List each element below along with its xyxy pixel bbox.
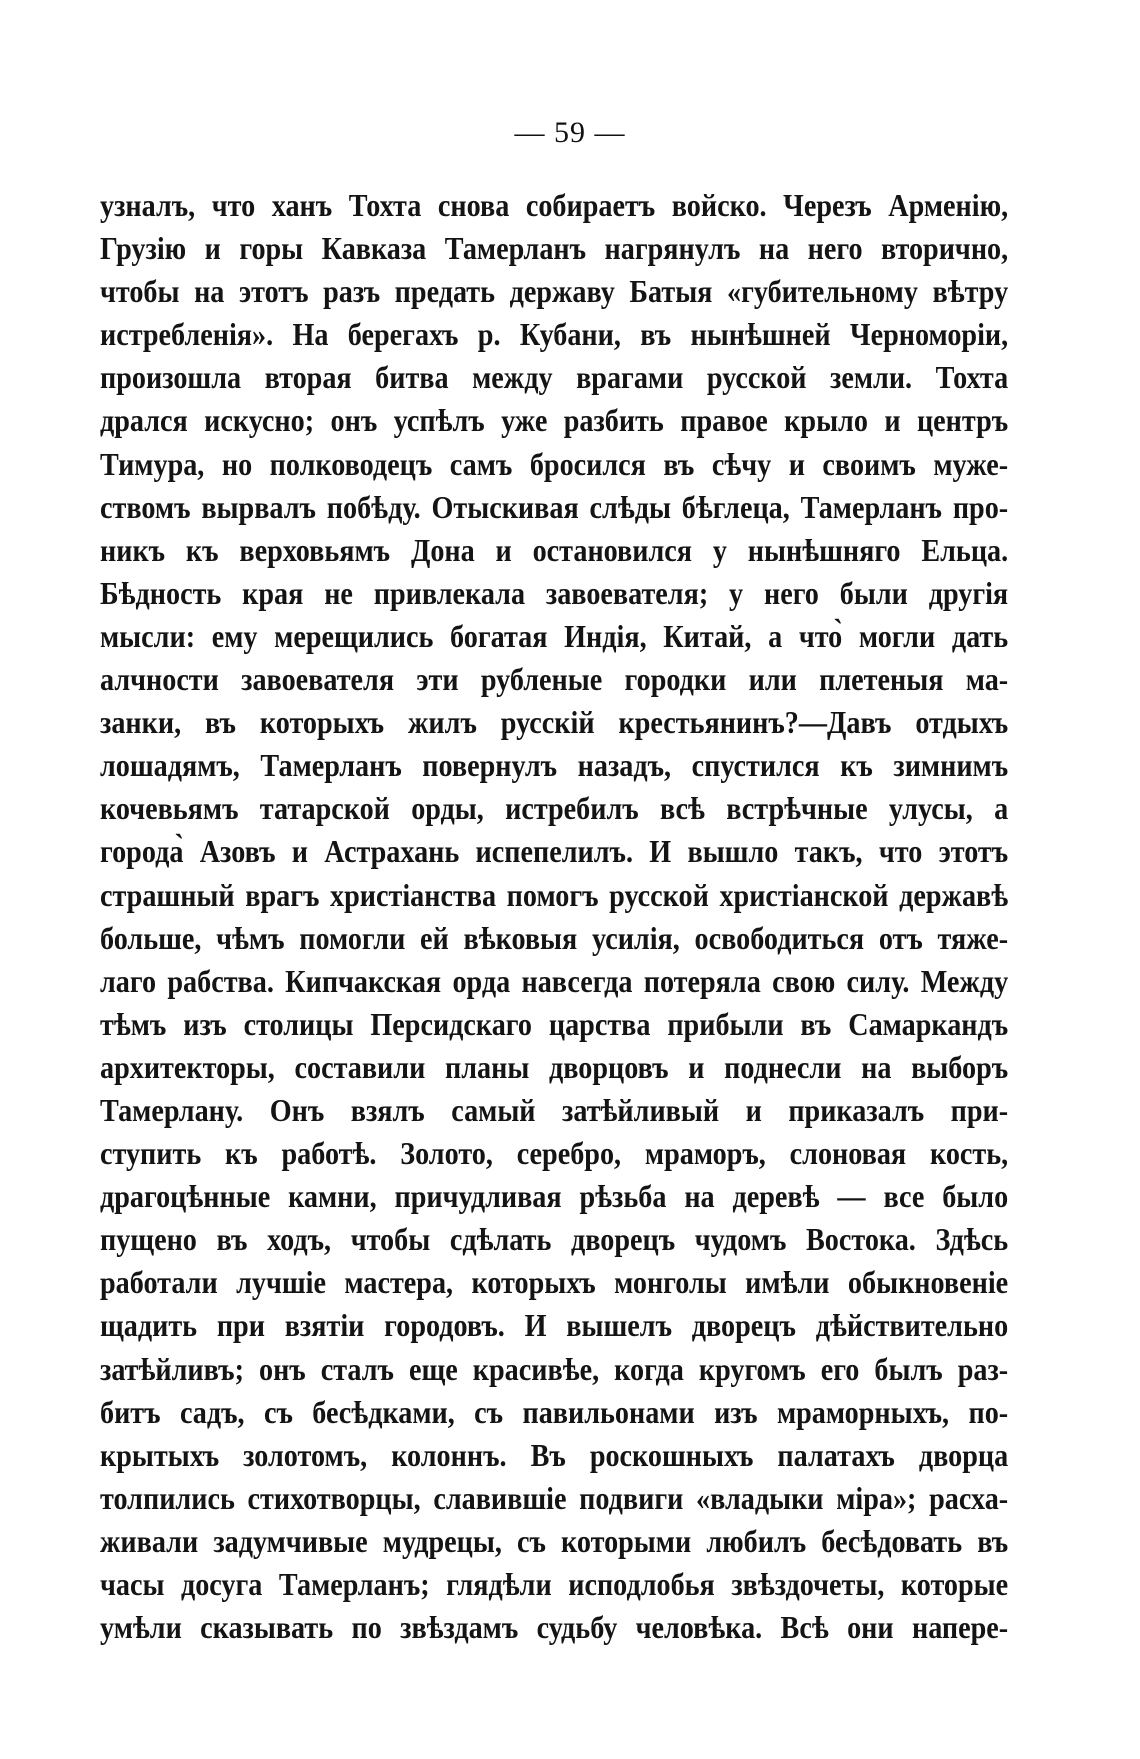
text-line: чтобы на этотъ разъ предать державу Батыя «губительному вѣтру	[100, 273, 1009, 310]
text-line: работали лучшіе мастера, которыхъ монголы имѣли обыкновеніе	[100, 1264, 1009, 1301]
text-line: живали задумчивые мудрецы, съ которыми любилъ бесѣдовать въ	[100, 1522, 1009, 1559]
text-line: архитекторы, составили планы дворцовъ и поднесли на выборъ	[100, 1048, 1009, 1085]
text-line: кочевьямъ татарской орды, истребилъ всѣ встрѣчные улусы, а	[100, 790, 1009, 827]
text-line: дрался искусно; онъ успѣлъ уже разбить правое крыло и центръ	[100, 402, 1009, 439]
text-line: крытыхъ золотомъ, колоннъ. Въ роскошныхъ палатахъ дворца	[100, 1436, 1009, 1473]
text-line: истребленія». На берегахъ р. Кубани, въ нынѣшней Черноморіи,	[100, 316, 1009, 353]
text-line: толпились стихотворцы, славившіе подвиги «владыки міра»; расха-	[100, 1479, 1009, 1516]
text-line: никъ къ верховьямъ Дона и остановился у нынѣшняго Ельца.	[100, 531, 1009, 568]
text-line: затѣйливъ; онъ сталъ еще красивѣе, когда кругомъ его былъ раз-	[100, 1350, 1009, 1387]
text-line: узналъ, что ханъ Тохта снова собираетъ войско. Черезъ Арменію,	[100, 187, 1009, 223]
text-line: Тамерлану. Онъ взялъ самый затѣйливый и приказалъ при-	[100, 1091, 1009, 1128]
text-line: города̀ Азовъ и Астрахань испепелилъ. И вышло такъ, что этотъ	[100, 833, 1009, 870]
page-number: — 59 —	[514, 116, 626, 149]
text-line: страшный врагъ христіанства помогъ русской христіанской державѣ	[100, 876, 1009, 913]
text-line: щадить при взятіи городовъ. И вышелъ дворецъ дѣйствительно	[100, 1307, 1009, 1344]
text-line: лаго рабства. Кипчакская орда навсегда потеряла свою силу. Между	[100, 962, 1009, 999]
text-line: битъ садъ, съ бесѣдками, съ павильонами изъ мраморныхъ, по-	[100, 1393, 1009, 1430]
text-line: драгоцѣнные камни, причудливая рѣзьба на деревѣ — все было	[100, 1178, 1009, 1215]
text-line: пущено въ ходъ, чтобы сдѣлать дворецъ чудомъ Востока. Здѣсь	[100, 1221, 1009, 1258]
text-line: Грузію и горы Кавказа Тамерланъ нагрянулъ на него вторично,	[100, 230, 1009, 267]
text-line: Бѣдность края не привлекала завоевателя; у него были другія	[100, 574, 1009, 611]
text-line: Тимура, но полководецъ самъ бросился въ сѣчу и своимъ муже-	[100, 445, 1009, 482]
text-line: ствомъ вырвалъ побѣду. Отыскивая слѣды бѣглеца, Тамерланъ про-	[100, 488, 1009, 525]
text-line: больше, чѣмъ помогли ей вѣковыя усилія, освободиться отъ тяже-	[100, 919, 1009, 956]
text-line: лошадямъ, Тамерланъ повернулъ назадъ, спустился къ зимнимъ	[100, 747, 1009, 784]
text-line: мысли: ему мерещились богатая Индія, Китай, а что̀ могли дать	[100, 617, 1009, 654]
text-line: ступить къ работѣ. Золото, серебро, мраморъ, слоновая кость,	[100, 1135, 1009, 1172]
text-line: алчности завоевателя эти рубленые городки или плетеныя ма-	[100, 661, 1009, 698]
text-line: тѣмъ изъ столицы Персидскаго царства прибыли въ Самаркандъ	[100, 1005, 1009, 1042]
body-text	[100, 184, 1008, 1649]
text-line: произошла вторая битва между врагами русской земли. Тохта	[100, 359, 1009, 396]
text-line: часы досуга Тамерланъ; глядѣли исподлобья звѣздочеты, которые	[100, 1566, 1009, 1602]
text-line: занки, въ которыхъ жилъ русскій крестьянинъ?—Давъ отдыхъ	[100, 704, 1009, 741]
text-line: умѣли сказывать по звѣздамъ судьбу человѣка. Всѣ они напере-	[100, 1609, 1009, 1646]
